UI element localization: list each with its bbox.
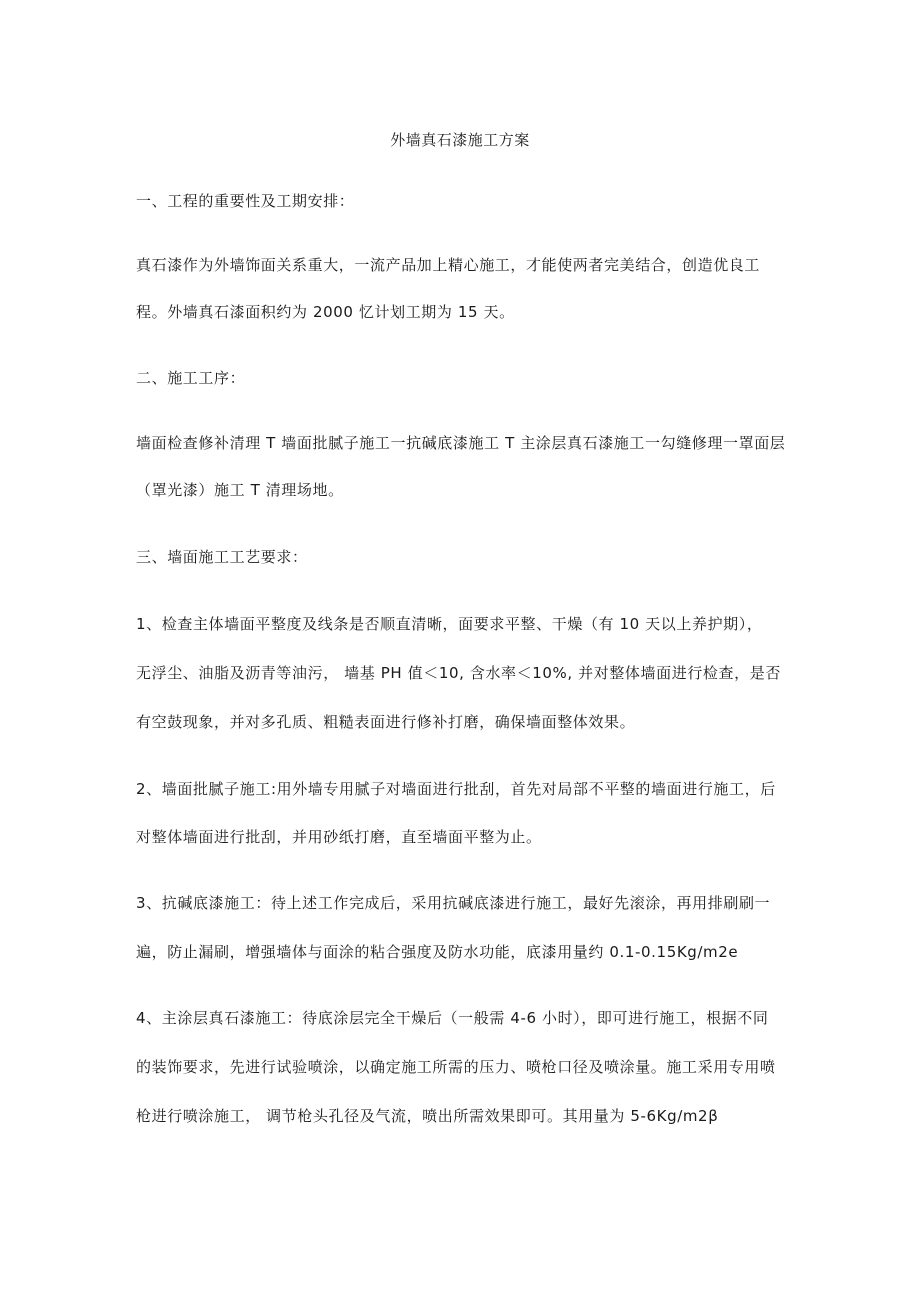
section1-line-2: 程。外墙真石漆面积约为 2000 忆计划工期为 15 天。 bbox=[136, 303, 515, 321]
item1-line-3: 有空鼓现象，并对多孔质、粗糙表面进行修补打磨，确保墙面整体效果。 bbox=[136, 713, 636, 731]
section1-line-1: 真石漆作为外墙饰面关系重大，一流产品加上精心施工，才能使两者完美结合，创造优良工 bbox=[136, 256, 761, 274]
item4-line-3: 枪进行喷涂施工， 调节枪头孔径及气流，喷出所需效果即可。其用量为 5-6Kg∕m2β bbox=[136, 1107, 719, 1125]
section2-line-1: 墙面检查修补清理 T 墙面批腻子施工一抗碱底漆施工 T 主涂层真石漆施工一勾缝修理一罩面层 bbox=[136, 434, 786, 452]
document-title: 外墙真石漆施工方案 bbox=[390, 131, 530, 149]
section1-heading: 一、工程的重要性及工期安排： bbox=[136, 192, 355, 210]
item1-line-1: 1、检查主体墙面平整度及线条是否顺直清晰，面要求平整、干燥（有 10 天以上养护期）， bbox=[136, 615, 763, 633]
section3-heading: 三、墙面施工工艺要求： bbox=[136, 548, 308, 566]
item2-line-1: 2、墙面批腻子施工:用外墙专用腻子对墙面进行批刮，首先对局部不平整的墙面进行施工，后 bbox=[136, 780, 776, 798]
item4-line-2: 的装饰要求，先进行试验喷涂，以确定施工所需的压力、喷枪口径及喷涂量。施工采用专用喷 bbox=[136, 1058, 776, 1076]
section2-line-2: （罩光漆）施工 T 清理场地。 bbox=[136, 481, 344, 499]
item4-line-1: 4、主涂层真石漆施工：待底涂层完全干燥后（一般需 4-6 小时），即可进行施工，根据不同 bbox=[136, 1009, 769, 1027]
item3-line-1: 3、抗碱底漆施工：待上述工作完成后，采用抗碱底漆进行施工，最好先滚涂，再用排刷刷一 bbox=[136, 894, 771, 912]
item3-line-2: 遍，防止漏刷，增强墙体与面涂的粘合强度及防水功能，底漆用量约 0.1-0.15Kg∕m2e bbox=[136, 943, 739, 961]
item1-line-2: 无浮尘、油脂及沥青等油污， 墙基 PH 值＜10, 含水率＜10%, 并对整体墙面进行检查，是否 bbox=[136, 664, 781, 682]
section2-heading: 二、施工工序： bbox=[136, 369, 246, 387]
item2-line-2: 对整体墙面进行批刮，并用砂纸打磨，直至墙面平整为止。 bbox=[136, 828, 542, 846]
